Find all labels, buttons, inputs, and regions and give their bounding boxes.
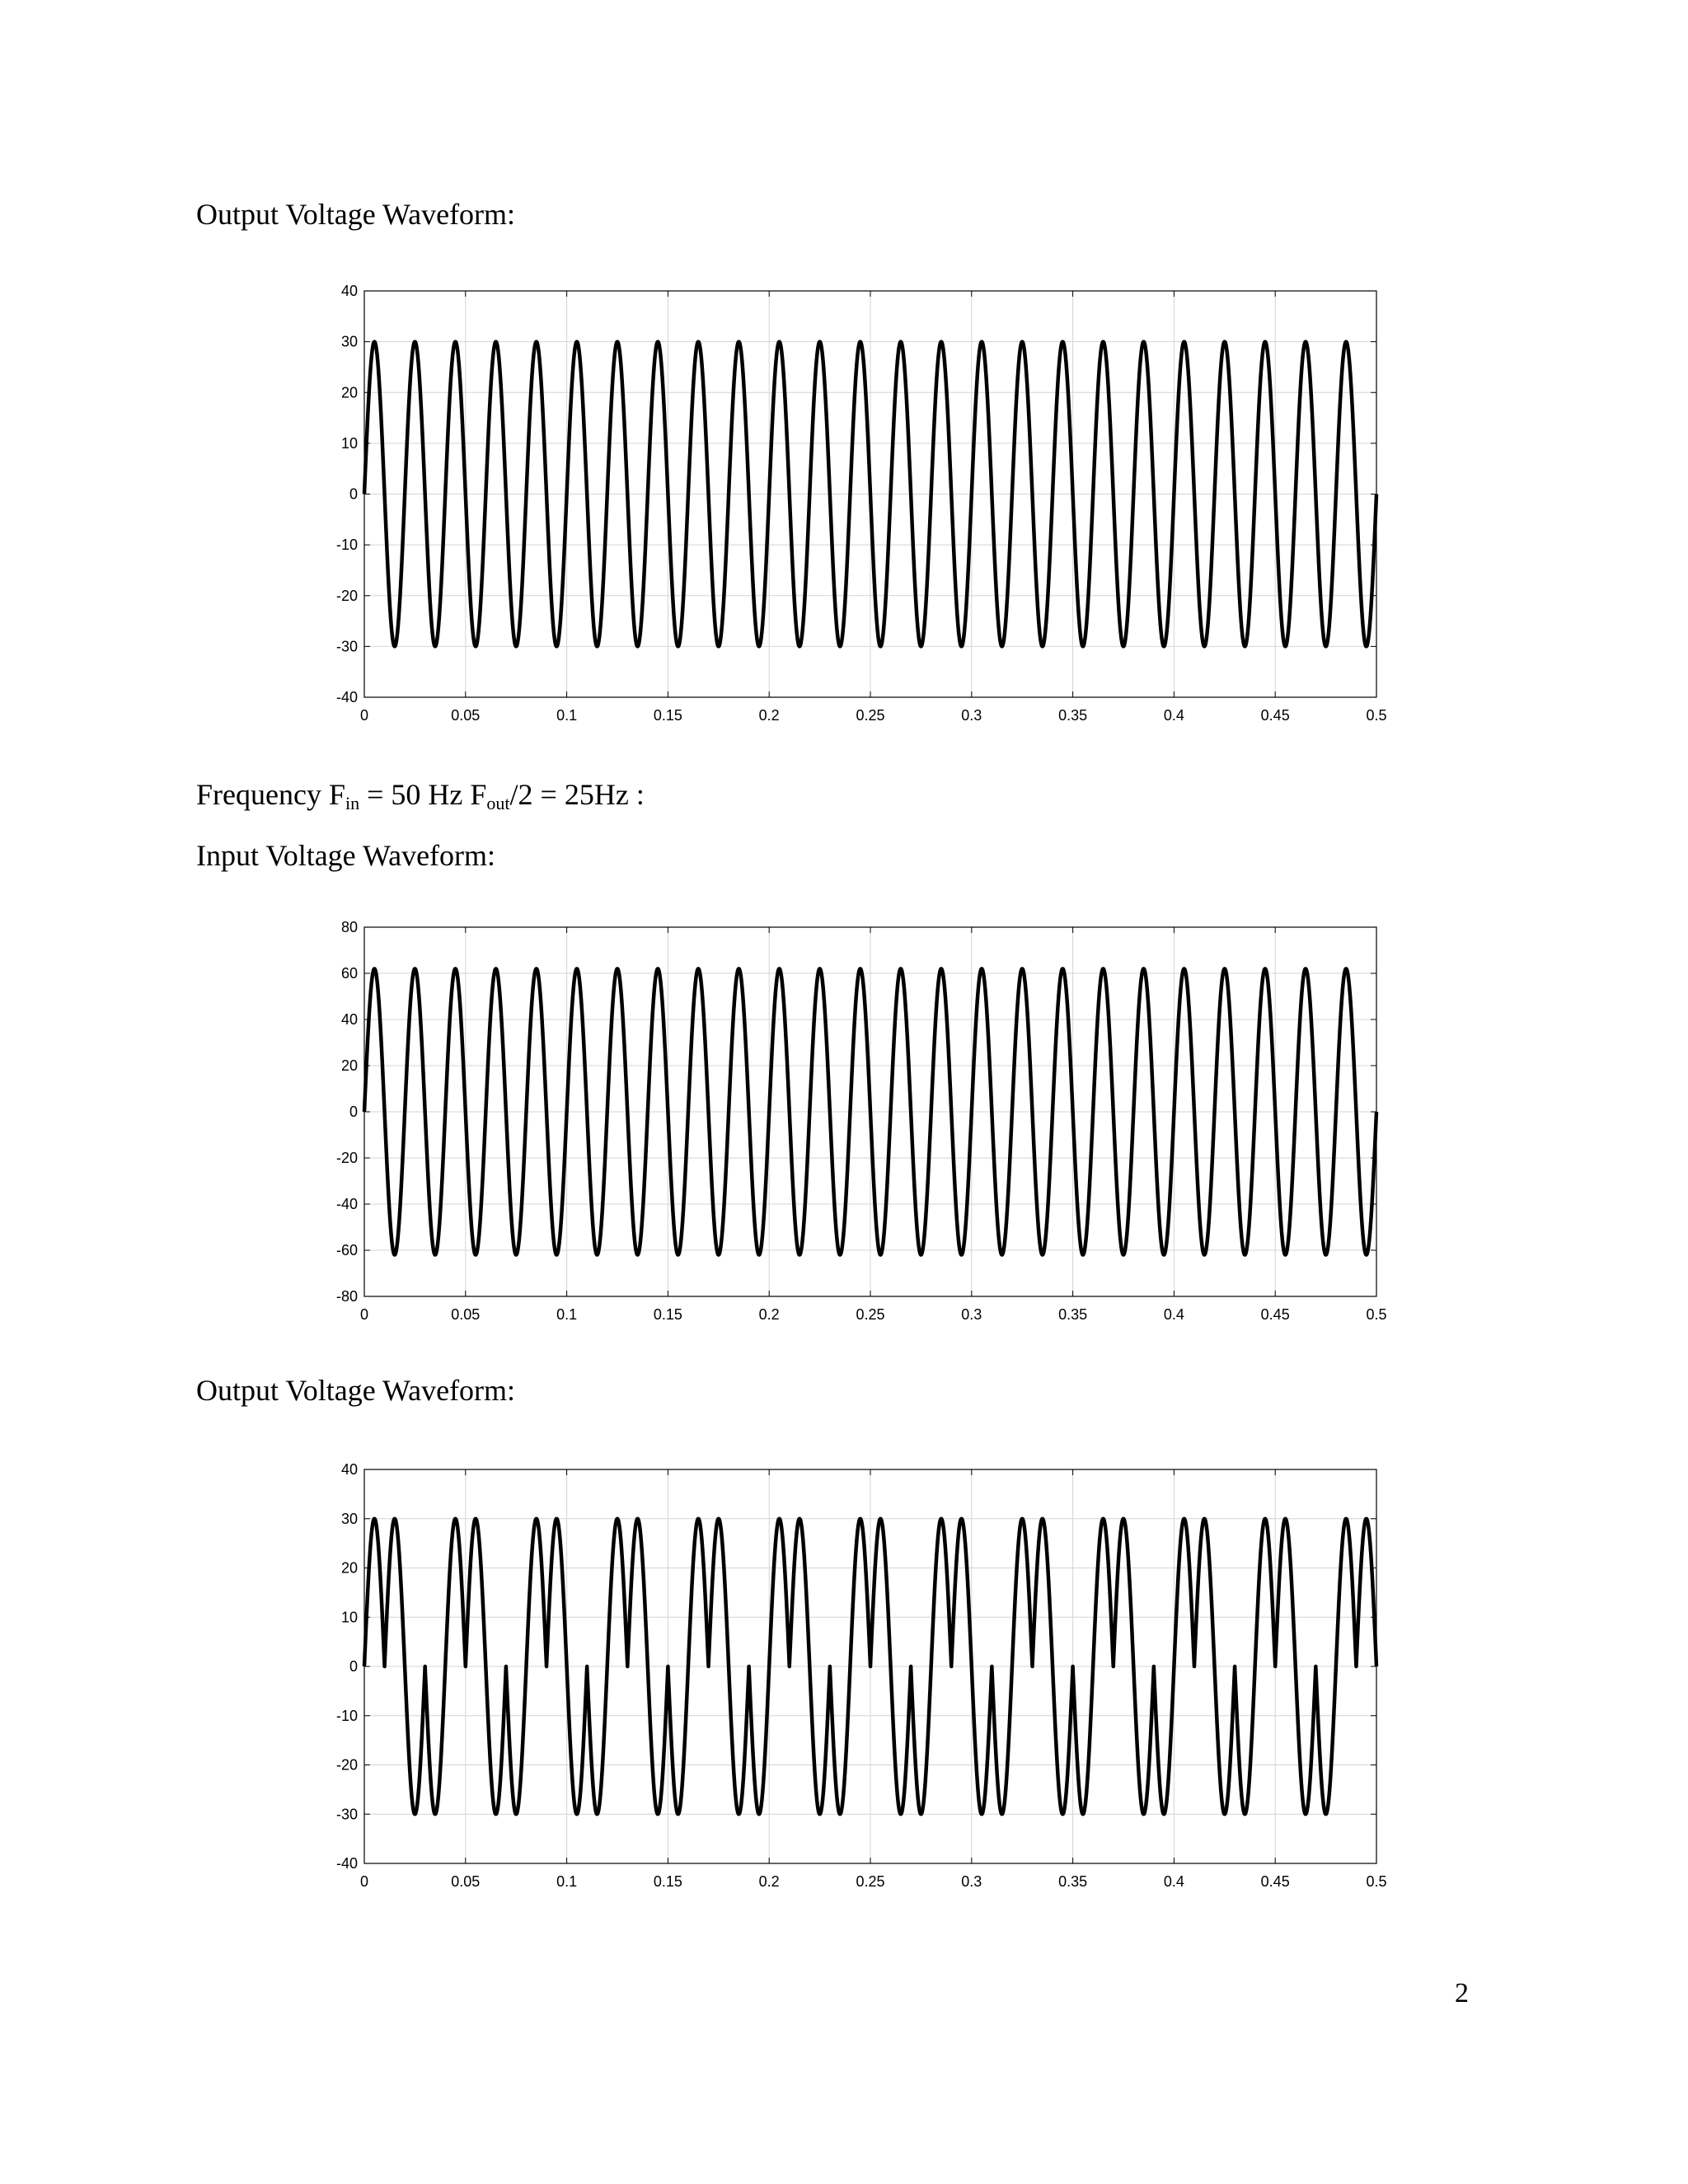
- y-tick-label: -10: [335, 1707, 358, 1724]
- x-tick-label: 0: [359, 707, 369, 724]
- x-tick-label: 0.5: [1366, 1873, 1387, 1890]
- y-tick-label: 20: [340, 384, 358, 401]
- x-tick-label: 0.25: [856, 707, 885, 724]
- y-tick-label: 20: [340, 1559, 358, 1577]
- y-tick-label: -30: [335, 1806, 358, 1823]
- x-tick-label: 0.5: [1366, 707, 1387, 724]
- y-tick-label: 0: [349, 1658, 358, 1675]
- y-tick-label: -40: [335, 1855, 358, 1872]
- heading-output-voltage-2: Output Voltage Waveform:: [196, 1374, 516, 1407]
- x-tick-label: 0.4: [1163, 707, 1184, 724]
- x-tick-label: 0.15: [653, 1306, 682, 1323]
- x-tick-label: 0.05: [451, 1873, 481, 1890]
- x-tick-label: 0.2: [758, 707, 780, 724]
- chart-svg: [313, 276, 1385, 733]
- y-tick-label: 0: [349, 1104, 358, 1120]
- x-tick-label: 0.1: [556, 1873, 578, 1890]
- freq-out-subscript: out: [486, 793, 510, 813]
- freq-middle: = 50 Hz F: [359, 778, 487, 811]
- y-tick-label: -60: [335, 1242, 358, 1258]
- y-tick-label: 40: [340, 283, 358, 299]
- y-tick-label: 10: [340, 434, 358, 452]
- x-tick-label: 0.05: [451, 1306, 481, 1323]
- chart-svg: [313, 1455, 1385, 1900]
- x-tick-label: 0.2: [758, 1873, 780, 1890]
- chart-output-voltage-50hz: [313, 276, 1385, 733]
- x-tick-label: 0.35: [1058, 1306, 1088, 1323]
- x-tick-label: 0.2: [758, 1306, 780, 1323]
- y-tick-label: -20: [335, 1756, 358, 1774]
- chart-svg: [313, 912, 1385, 1333]
- x-tick-label: 0.4: [1163, 1306, 1184, 1323]
- x-tick-label: 0.35: [1058, 707, 1088, 724]
- y-tick-label: 10: [340, 1609, 358, 1626]
- x-tick-label: 0.3: [961, 707, 982, 724]
- x-tick-label: 0.45: [1260, 1873, 1290, 1890]
- x-tick-label: 0.15: [653, 1873, 682, 1890]
- y-tick-label: 30: [340, 1510, 358, 1527]
- x-tick-label: 0.1: [556, 1306, 578, 1323]
- x-tick-label: 0: [359, 1306, 369, 1323]
- x-tick-label: 0.25: [856, 1873, 885, 1890]
- x-tick-label: 0.25: [856, 1306, 885, 1323]
- y-tick-label: -20: [335, 1150, 358, 1166]
- heading-frequency: [196, 776, 645, 813]
- x-tick-label: 0.05: [451, 707, 481, 724]
- chart-input-voltage: [313, 912, 1385, 1333]
- x-tick-label: 0: [359, 1873, 369, 1890]
- freq-prefix: Frequency F: [196, 778, 345, 811]
- x-tick-label: 0.3: [961, 1873, 982, 1890]
- chart-output-voltage-25hz: [313, 1455, 1385, 1900]
- x-tick-label: 0.45: [1260, 707, 1290, 724]
- y-tick-label: 40: [340, 1461, 358, 1478]
- y-tick-label: 30: [340, 333, 358, 350]
- y-tick-label: 0: [349, 485, 358, 503]
- y-tick-label: -80: [335, 1288, 358, 1305]
- x-tick-label: 0.5: [1366, 1306, 1387, 1323]
- x-tick-label: 0.4: [1163, 1873, 1184, 1890]
- y-tick-label: -40: [335, 689, 358, 705]
- x-tick-label: 0.3: [961, 1306, 982, 1323]
- y-tick-label: 20: [340, 1057, 358, 1074]
- freq-in-subscript: in: [345, 793, 360, 813]
- x-tick-label: 0.1: [556, 707, 578, 724]
- y-tick-label: 40: [340, 1011, 358, 1028]
- y-tick-label: -30: [335, 638, 358, 655]
- y-tick-label: 60: [340, 965, 358, 982]
- freq-suffix: /2 = 25Hz :: [509, 778, 645, 811]
- x-tick-label: 0.45: [1260, 1306, 1290, 1323]
- y-tick-label: 80: [340, 919, 358, 935]
- y-tick-label: -40: [335, 1196, 358, 1212]
- heading-input-voltage: Input Voltage Waveform:: [196, 839, 496, 872]
- heading-output-voltage-1: Output Voltage Waveform:: [196, 198, 516, 231]
- x-tick-label: 0.15: [653, 707, 682, 724]
- x-tick-label: 0.35: [1058, 1873, 1088, 1890]
- y-tick-label: -10: [335, 537, 358, 554]
- y-tick-label: -20: [335, 587, 358, 604]
- page-number: 2: [1455, 1978, 1469, 2008]
